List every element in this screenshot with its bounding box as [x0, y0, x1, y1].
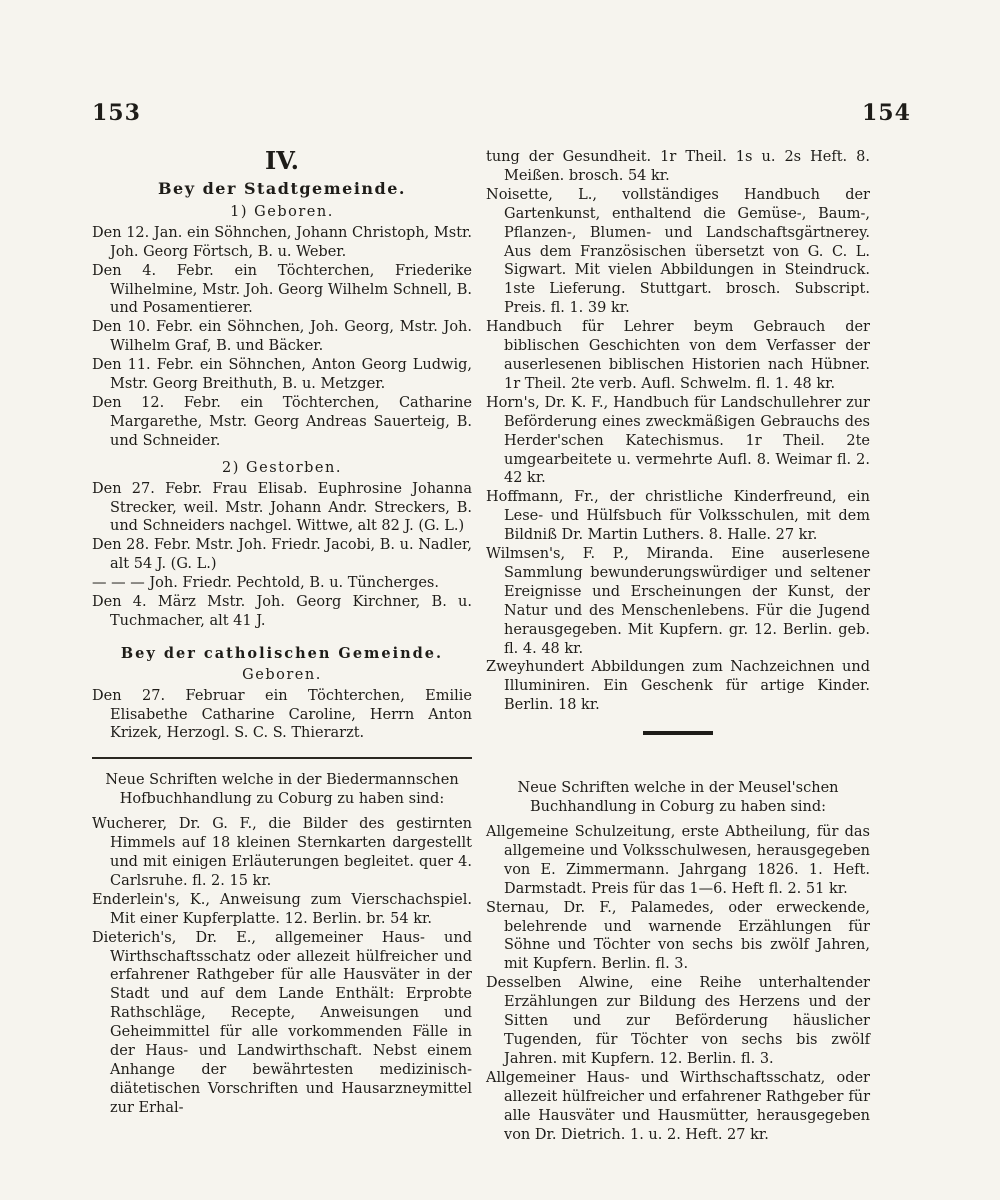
book-listing: Enderlein's, K., Anweisung zum Vierschachspiel. Mit einer Kupferplatte. 12. Berlin. br. 54 kr. — [92, 891, 472, 927]
book-listing: Allgemeiner Haus- und Wirthschaftsschatz, oder allezeit hülfreicher und erfahrener Rathgeber für alle Hausväter und Hausmütter, herausgegeben von Dr. Dietrich. 1. u. 2. Heft. 27 kr. — [486, 1069, 870, 1143]
death-entry: — — — Joh. Friedr. Pechtold, B. u. Tüncherges. — [92, 575, 439, 592]
book-listing: Allgemeine Schulzeitung, erste Abtheilung, für das allgemeine und Volksschulwesen, herausgegeben von E. Zimmermann. Jahrgang 1826. 1. Heft. Darmstadt. Preis für das 1—6. Heft fl. 2. 51 kr. — [486, 824, 870, 897]
book-listing: Wilmsen's, F. P., Miranda. Eine auserlesene Sammlung bewunderungswürdiger und seltener Ereignisse und Erscheinungen der Kunst, der Natur und des Menschenlebens. Für die Jugend herausgegeben. Mit Kupfern. gr. 12. Berlin. geb. fl. 4. 48 kr. — [486, 546, 870, 657]
birth-entry: Den 12. Jan. ein Söhnchen, Johann Christoph, Mstr. Joh. Georg Förtsch, B. u. Weber. — [92, 224, 472, 260]
book-listing: tung der Gesundheit. 1r Theil. 1s u. 2s Heft. 8. Meißen. brosch. 54 kr. — [486, 149, 870, 184]
born-heading: 1) Geboren. — [230, 203, 334, 220]
page-number-right: 154 — [862, 100, 911, 126]
section-number: IV. — [264, 146, 299, 175]
catholic-birth-entry: Den 27. Februar ein Töchterchen, Emilie Elisabethe Catharine Caroline, Herrn Anton Krizek, Herzogl. S. C. S. Thierarzt. — [92, 687, 472, 742]
death-entry: Den 27. Febr. Frau Elisab. Euphrosine Johanna Strecker, weil. Mstr. Johann Andr. Streckers, B. und Schneiders nachgel. Wittwe, alt 82 J. (G. L.) — [92, 480, 472, 535]
divider — [92, 757, 472, 759]
catholic-section-title: Bey der catholischen Gemeinde. — [120, 644, 444, 662]
left-page-column — [92, 148, 472, 1118]
page-number-left: 153 — [92, 100, 141, 126]
book-listing: Sternau, Dr. F., Palamedes, oder erweckende, belehrende und warnende Erzählungen für Söhne und Töchter von sechs bis zwölf Jahren, mit Kupfern. Berlin. fl. 3. — [486, 899, 870, 973]
book-listing: Horn's, Dr. K. F., Handbuch für Landschullehrer zur Beförderung eines zweckmäßigen Gebrauchs des Herder'schen Katechismus. 1r Theil. 2te umgearbeitete u. vermehrte Aufl. 8. Weimar fl. 2. 42 kr. — [486, 394, 870, 487]
death-entry: Den 28. Febr. Mstr. Joh. Friedr. Jacobi, B. u. Nadler, alt 54 J. (G. L.) — [92, 537, 472, 573]
book-listing: Dieterich's, Dr. E., allgemeiner Haus- und Wirthschaftsschatz oder allezeit hülfreicher und erfahrener Rathgeber für alle Hausväter in der Stadt und auf dem Lande Enthält: Erprobte Rathschläge, Recepte, Anweisungen und Geheimmittel für alle vorkommenden Fälle in der Haus- und Landwirthschaft. Nebst einem Anhange der bewährtesten medizinisch-diätetischen Vorschriften und Hausarzneymittel zur Erhal- — [92, 929, 472, 1116]
short-divider — [643, 731, 713, 735]
book-listing: Handbuch für Lehrer beym Gebrauch der biblischen Geschichten von dem Verfasser der auserlesenen biblischen Historien nach Hübner. 1r Theil. 2te verb. Aufl. Schwelm. fl. 1. 48 kr. — [486, 319, 870, 392]
died-heading: 2) Gestorben. — [222, 459, 342, 476]
birth-entry: Den 10. Febr. ein Söhnchen, Joh. Georg, Mstr. Joh. Wilhelm Graf, B. und Bäcker. — [92, 319, 472, 355]
birth-entry: Den 12. Febr. ein Töchterchen, Catharine Margarethe, Mstr. Georg Andreas Sauerteig, B. und Schneider. — [92, 394, 472, 449]
book-listing: Desselben Alwine, eine Reihe unterhaltender Erzählungen zur Bildung des Herzens und der Sitten und zur Beförderung häuslicher Tugenden, für Töchter von sechs bis zwölf Jahren. mit Kupfern. 12. Berlin. fl. 3. — [486, 975, 870, 1067]
birth-entry: Den 4. Febr. ein Töchterchen, Friederike Wilhelmine, Mstr. Joh. Georg Wilhelm Schnell, B. und Posamentierer. — [92, 262, 472, 317]
birth-entry: Den 11. Febr. ein Söhnchen, Anton Georg Ludwig, Mstr. Georg Breithuth, B. u. Metzger. — [92, 357, 472, 393]
book-listing: Noisette, L., vollständiges Handbuch der Gartenkunst, enthaltend die Gemüse-, Baum-, Pflanzen-, Blumen- und Landschaftsgärtnerey. Aus dem Französischen übersetzt von G. C. L. Sigwart. Mit vielen Abbildungen in Steindruck. 1ste Lieferung. Stuttgart. brosch. Subscript. Preis. fl. 1. 39 kr. — [486, 186, 870, 317]
ads-heading-biedermann: Neue Schriften welche in der Biedermannschen Hofbuchhandlung zu Coburg zu haben sind: — [105, 772, 459, 808]
catholic-born-heading: Geboren. — [242, 666, 322, 683]
book-listing: Wucherer, Dr. G. F., die Bilder des gestirnten Himmels auf 18 kleinen Sternkarten dargestellt und mit einigen Erläuterungen begleitet. quer 4. Carlsruhe. fl. 2. 15 kr. — [92, 816, 472, 889]
book-listing: Hoffmann, Fr., der christliche Kinderfreund, ein Lese- und Hülfsbuch für Volksschulen, mit dem Bildniß Dr. Martin Luthers. 8. Halle. 27 kr. — [486, 489, 870, 544]
section-title: Bey der Stadtgemeinde. — [158, 179, 406, 198]
book-listing: Zweyhundert Abbildungen zum Nachzeichnen und Illuminiren. Ein Geschenk für artige Kinder. Berlin. 18 kr. — [486, 659, 870, 714]
right-page-column — [486, 148, 870, 1144]
ads-heading-meusel: Neue Schriften welche in der Meusel'schen Buchhandlung in Coburg zu haben sind: — [517, 780, 839, 816]
death-entry: Den 4. März Mstr. Joh. Georg Kirchner, B. u. Tuchmacher, alt 41 J. — [92, 594, 472, 629]
